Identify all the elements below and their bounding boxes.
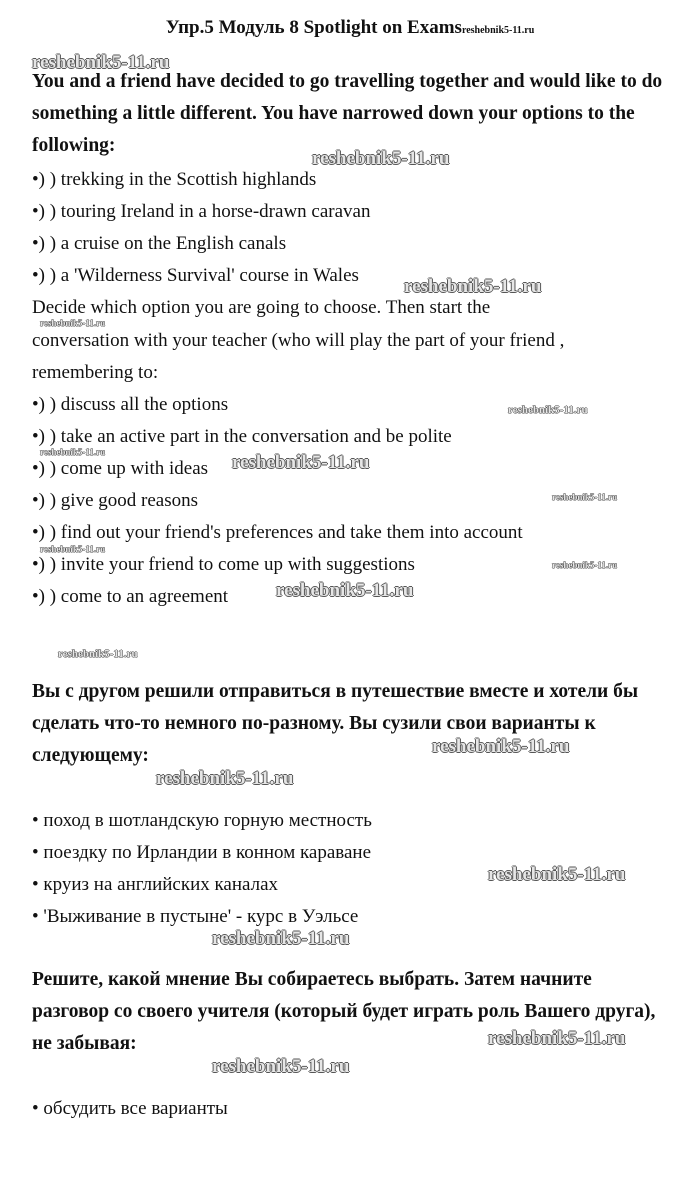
watermark: reshebnik5-11.ru — [40, 318, 106, 328]
title-text: Упр.5 Модуль 8 Spotlight on Exams — [165, 17, 462, 38]
russian-option-2: • поездку по Ирландии в конном караване — [32, 842, 372, 863]
english-task-6: •) ) invite your friend to come up with suggestions — [32, 554, 415, 575]
english-instruction-line-2: conversation with your teacher (who will play the part of your friend , — [32, 330, 565, 351]
watermark: reshebnik5-11.ru — [488, 864, 626, 885]
english-option-2: •) ) touring Ireland in a horse-drawn caravan — [32, 201, 371, 222]
english-task-7: •) ) come to an agreement — [32, 586, 229, 607]
english-task-1: •) ) discuss all the options — [32, 394, 229, 415]
english-task-5: •) ) find out your friend's preferences and take them into account — [32, 522, 523, 543]
english-instruction-line-3: remembering to: — [32, 362, 159, 383]
watermark: reshebnik5-11.ru — [432, 736, 570, 757]
watermark: reshebnik5-11.ru — [232, 452, 370, 473]
russian-option-1: • поход в шотландскую горную местность — [32, 810, 372, 831]
english-option-4: •) ) a 'Wilderness Survival' course in Wales — [32, 265, 359, 286]
page-title — [0, 16, 700, 43]
watermark: reshebnik5-11.ru — [40, 544, 106, 554]
watermark: reshebnik5-11.ru — [508, 404, 588, 416]
watermark: reshebnik5-11.ru — [58, 648, 138, 660]
watermark: reshebnik5-11.ru — [404, 276, 542, 297]
english-instruction-line-1: Decide which option you are going to choose. Then start the — [32, 297, 491, 318]
watermark: reshebnik5-11.ru — [212, 1056, 350, 1077]
russian-option-4: • 'Выживание в пустыне' - курс в Уэльсе — [32, 906, 359, 927]
watermark: reshebnik5-11.ru — [552, 560, 618, 570]
watermark: reshebnik5-11.ru — [312, 148, 450, 169]
watermark: reshebnik5-11.ru — [156, 768, 294, 789]
watermark: reshebnik5-11.ru — [552, 492, 618, 502]
watermark: reshebnik5-11.ru — [40, 447, 106, 457]
english-option-3: •) ) a cruise on the English canals — [32, 233, 287, 254]
english-intro: You and a friend have decided to go travelling together and would like to do something a little different. You have narrowed down your options to the following: — [32, 71, 663, 156]
russian-intro: Вы с другом решили отправиться в путешествие вместе и хотели бы сделать что-то немного по-разному. Вы сузили свои варианты к следующему: — [32, 681, 639, 766]
watermark: reshebnik5-11.ru — [212, 928, 350, 949]
watermark: reshebnik5-11.ru — [32, 52, 170, 73]
title-subscript: reshebnik5-11.ru — [461, 25, 535, 36]
english-task-3: •) ) come up with ideas — [32, 458, 209, 479]
english-task-2: •) ) take an active part in the conversation and be polite — [32, 426, 452, 447]
watermark: reshebnik5-11.ru — [488, 1028, 626, 1049]
russian-instruction: Решите, какой мнение Вы собираетесь выбрать. Затем начните разговор со своего учителя (который будет играть роль Вашего друга), не забывая: — [32, 969, 656, 1054]
english-option-1: •) ) trekking in the Scottish highlands — [32, 169, 317, 190]
english-task-4: •) ) give good reasons — [32, 490, 198, 511]
russian-option-3: • круиз на английских каналах — [32, 874, 279, 895]
russian-task-1: • обсудить все варианты — [32, 1098, 228, 1119]
watermark: reshebnik5-11.ru — [276, 580, 414, 601]
